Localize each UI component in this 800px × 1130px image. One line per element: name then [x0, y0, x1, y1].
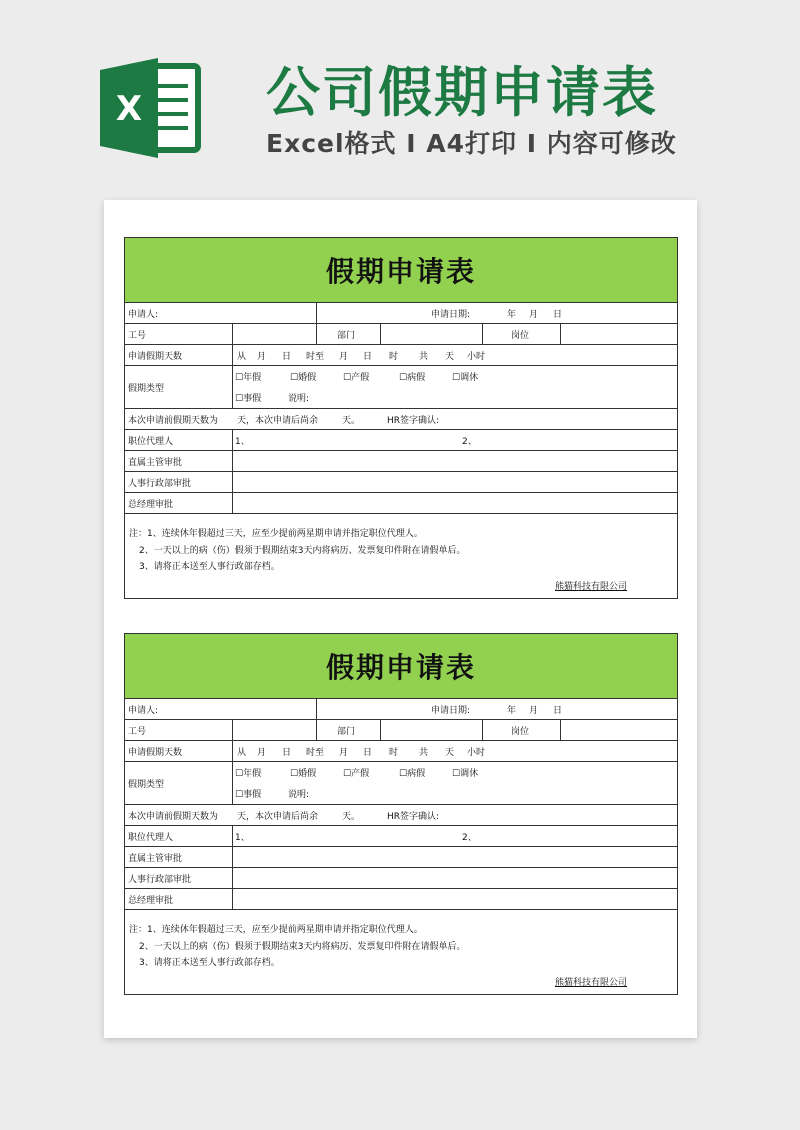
form-title: 假期申请表: [325, 255, 476, 288]
applicant-label: 申请人:: [128, 309, 159, 320]
row-type: [125, 366, 677, 409]
row-type: 假期类型 ☐年假 ☐婚假 ☐产假 ☐病假 ☐调休 ☐事假 说明:: [125, 762, 677, 805]
days-label: 申请假期天数: [128, 351, 183, 362]
leave-form-1: [124, 237, 678, 599]
checkbox-annual[interactable]: ☐年假: [235, 373, 262, 383]
form-header: [125, 634, 677, 699]
dept-label: 部门: [337, 330, 356, 341]
agent-label: 职位代理人: [128, 436, 174, 447]
row-gm: 总经理审批: [125, 889, 677, 910]
apply-date-label: 申请日期:: [431, 309, 471, 320]
row-supervisor: 直属主管审批: [125, 847, 677, 868]
row-applicant: 申请人: 申请日期: 年 月 日: [125, 699, 677, 720]
checkbox-marriage[interactable]: ☐婚假: [290, 769, 317, 779]
checkbox-maternity[interactable]: ☐产假: [343, 373, 370, 383]
hr-sign-label: HR签字确认:: [387, 415, 440, 426]
row-hr: 人事行政部审批: [125, 868, 677, 889]
row-empno: 工号 部门 岗位: [125, 720, 677, 741]
row-days: 申请假期天数 从 月 日 时至 月 日 时 共 天 小时: [125, 345, 677, 366]
checkbox-personal[interactable]: ☐事假: [235, 790, 262, 800]
checkbox-annual[interactable]: ☐年假: [235, 769, 262, 779]
company-name: 熊猫科技有限公司: [554, 582, 627, 592]
checkbox-marriage[interactable]: ☐婚假: [290, 373, 317, 383]
leave-form-2: [124, 633, 678, 995]
checkbox-sick[interactable]: ☐病假: [399, 373, 426, 383]
header: [0, 0, 800, 200]
paper-sheet: [104, 200, 697, 1038]
checkbox-compensatory[interactable]: ☐调休: [452, 769, 479, 779]
position-label: 岗位: [511, 330, 530, 341]
type-label: 假期类型: [128, 383, 165, 394]
day-label: 日: [553, 309, 563, 320]
row-hr: 人事行政部审批: [125, 472, 677, 493]
note-label: 说明:: [288, 394, 310, 404]
notes: 注：1、连续休年假超过三天，应至少提前两星期申请并指定职位代理人。 2、一天以上的病（伤）假须于假期结束3天内将病历、发票复印件附在请假单后。 3、请将正本送至人事行政部存档。 熊猫科技有限公司: [129, 529, 627, 592]
checkbox-sick[interactable]: ☐病假: [399, 769, 426, 779]
row-supervisor: 直属主管审批: [125, 451, 677, 472]
emp-no-label: 工号: [128, 330, 147, 341]
row-balance: 本次申请前假期天数为 天，本次申请后尚余 天。 HR签字确认:: [125, 409, 677, 430]
excel-icon: [100, 58, 202, 158]
notes: 注：1、连续休年假超过三天，应至少提前两星期申请并指定职位代理人。 2、一天以上的病（伤）假须于假期结束3天内将病历、发票复印件附在请假单后。 3、请将正本送至人事行政部存档。 熊猫科技有限公司: [129, 925, 627, 988]
row-agent: 职位代理人 1、 2、: [125, 430, 677, 451]
checkbox-compensatory[interactable]: ☐调休: [452, 373, 479, 383]
checkbox-maternity[interactable]: ☐产假: [343, 769, 370, 779]
company-name: 熊猫科技有限公司: [554, 978, 627, 988]
page-subtitle: Excel格式 I A4打印 I 内容可修改: [266, 129, 677, 158]
month-label: 月: [529, 309, 539, 320]
logo-letter: X: [115, 89, 143, 129]
row-days: 申请假期天数 从 月 日 时至 月 日 时 共 天 小时: [125, 741, 677, 762]
form-title: 假期申请表: [325, 651, 476, 684]
row-gm: 总经理审批: [125, 493, 677, 514]
form-header: [125, 238, 677, 303]
checkbox-personal[interactable]: ☐事假: [235, 394, 262, 404]
year-label: 年: [507, 309, 517, 320]
page-title: 公司假期申请表: [266, 61, 658, 124]
row-balance: 本次申请前假期天数为 天，本次申请后尚余 天。 HR签字确认:: [125, 805, 677, 826]
row-applicant: [125, 303, 677, 324]
row-agent: 职位代理人 1、 2、: [125, 826, 677, 847]
row-empno: [125, 324, 677, 345]
